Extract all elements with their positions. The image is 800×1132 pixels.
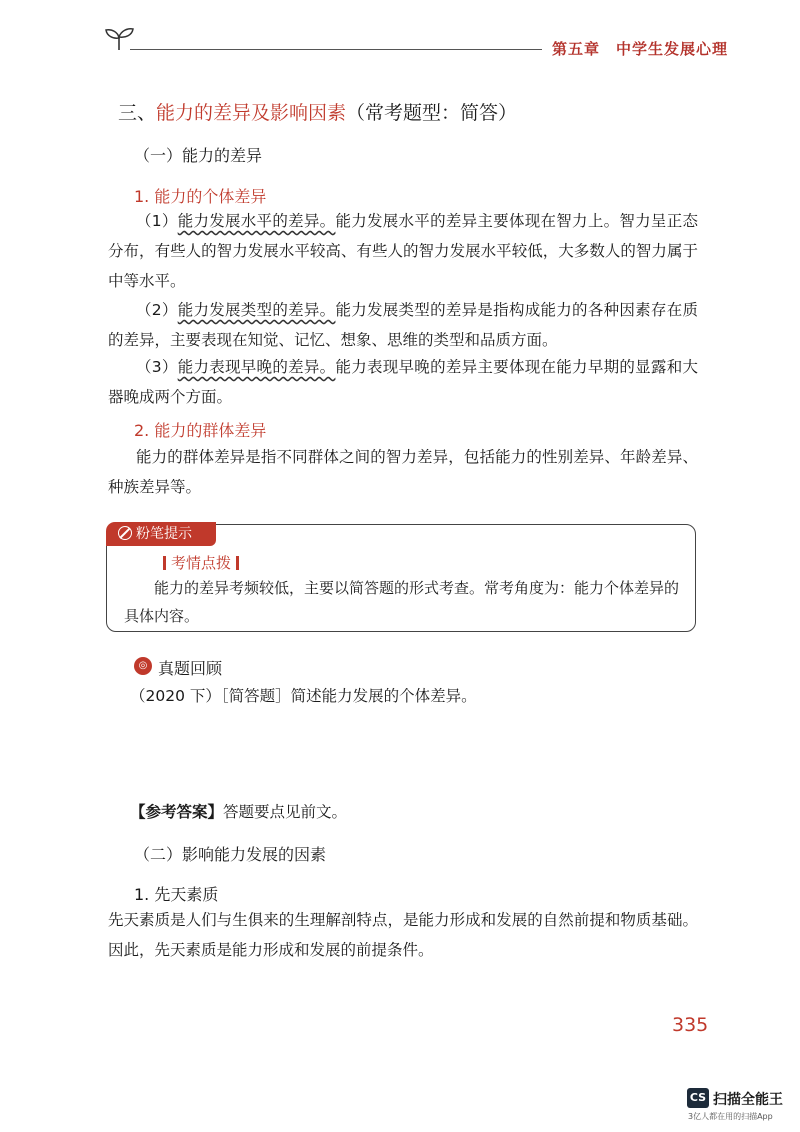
camscanner-name: 扫描全能王	[713, 1092, 783, 1108]
point-3-text: 能力表现早晚的差异主要体现在能力早期的显露和大器晚成两个方面。	[108, 358, 698, 406]
tip-label-bar-left	[163, 556, 166, 570]
review-question: （2020 下）［简答题］简述能力发展的个体差异。	[130, 687, 477, 705]
point-3-number: （3）	[136, 358, 178, 376]
tip-text: 能力的差异考频较低，主要以简答题的形式考查。常考角度为：能力个体差异的具体内容。	[124, 579, 680, 625]
review-title: 真题回顾	[158, 659, 223, 678]
point-1-paragraph	[108, 206, 698, 296]
group-differences-paragraph: 能力的群体差异是指不同群体之间的智力差异，包括能力的性别差异、年龄差异、种族差异等。	[108, 448, 698, 496]
section-highlight: 能力的差异及影响因素	[156, 102, 347, 124]
innate-paragraph: 先天素质是人们与生俱来的生理解剖特点，是能力形成和发展的自然前提和物质基础。因此，先天素质是能力形成和发展的前提条件。	[108, 911, 698, 959]
point-3-key: 能力表现早晚的差异。	[177, 358, 336, 376]
tip-tab-label: 粉笔提示	[136, 526, 192, 542]
answer-text: 答题要点见前文。	[223, 803, 348, 821]
answer-label: 【参考答案】	[130, 803, 224, 821]
tip-tab	[106, 522, 216, 546]
point-1-key: 能力发展水平的差异。	[177, 212, 336, 230]
page-number: 335	[672, 1014, 709, 1036]
point-2-text: 能力发展类型的差异是指构成能力的各种因素存在质的差异，主要表现在知觉、记忆、想象、思维的类型和品质方面。	[108, 301, 698, 349]
camscanner-tagline: 3亿人都在用的扫描App	[688, 1112, 773, 1121]
tip-label-text: 考情点拨	[171, 554, 232, 572]
subsection-heading-1: （一）能力的差异	[134, 146, 263, 165]
reference-answer	[130, 800, 347, 822]
section-title	[118, 98, 517, 125]
tip-label-bar-right	[236, 556, 239, 570]
chapter-title: 第五章 中学生发展心理	[552, 40, 729, 58]
group-differences-heading: 2. 能力的群体差异	[134, 421, 267, 440]
point-2-number: （2）	[136, 301, 178, 319]
tip-label	[158, 552, 244, 573]
point-1-number: （1）	[136, 212, 178, 230]
prohibit-icon	[118, 526, 132, 540]
section-number: 三、	[118, 102, 157, 124]
point-2-paragraph	[108, 295, 698, 355]
point-2-key: 能力发展类型的差异。	[177, 301, 336, 319]
point-3-paragraph	[108, 352, 698, 412]
review-icon: ◎	[134, 657, 152, 675]
innate-heading: 1. 先天素质	[134, 885, 219, 904]
subsection-heading-2: （二）影响能力发展的因素	[134, 845, 327, 864]
camscanner-logo: CS	[687, 1088, 709, 1108]
section-suffix: （常考题型：简答）	[346, 102, 518, 124]
individual-differences-heading: 1. 能力的个体差异	[134, 187, 267, 206]
header-rule	[130, 49, 542, 50]
point-1-text: 能力发展水平的差异主要体现在智力上。智力呈正态分布，有些人的智力发展水平较高、有些人的智力发展水平较低，大多数人的智力属于中等水平。	[108, 212, 698, 290]
